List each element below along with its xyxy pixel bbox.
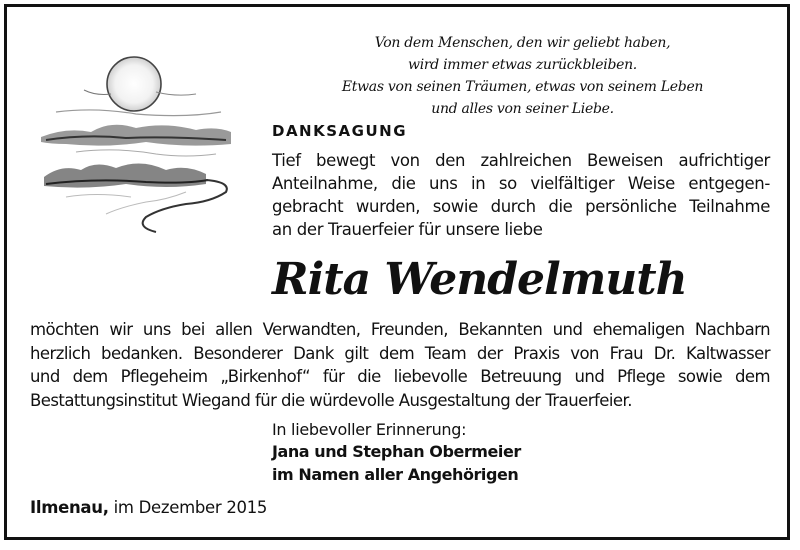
thanks-line: möchten wir uns bei allen Verwandten, Freunden, Bekannten und ehemaligen Nachbarn [30, 320, 770, 339]
memorial-poem [340, 32, 705, 120]
deceased-name: Rita Wendelmuth [272, 254, 687, 305]
signers-relation: im Namen aller Angehörigen [272, 465, 519, 484]
signers-block [272, 440, 521, 486]
place-date [30, 496, 267, 519]
poem-line: Etwas von seinen Träumen, etwas von seinem Leben [341, 79, 704, 95]
poem-line: und alles von seiner Liebe. [431, 101, 614, 117]
intro-line: an der Trauerfeier für unsere liebe [272, 220, 543, 239]
poem-line: wird immer etwas zurückbleiben. [408, 57, 637, 73]
intro-line: gebracht wurden, sowie durch die persönliche Teilnahme [272, 197, 770, 216]
poem-line: Von dem Menschen, den wir geliebt haben, [374, 35, 671, 51]
intro-line: Tief bewegt von den zahlreichen Beweisen aufrichtiger [272, 151, 770, 170]
place-city: Ilmenau, [30, 498, 109, 517]
signers-names: Jana und Stephan Obermeier [272, 442, 521, 461]
thanks-line: und dem Pflegeheim „Birkenhof“ für die liebevolle Betreuung und Pflege sowie dem [30, 367, 770, 386]
thanks-line: Bestattungsinstitut Wiegand für die würdevolle Ausgestaltung der Trauerfeier. [30, 390, 632, 410]
intro-line: Anteilnahme, die uns in so vielfältiger Weise entgegen- [272, 174, 770, 193]
moon-over-landscape-icon [36, 52, 236, 237]
thanks-line: herzlich bedanken. Besonderer Dank gilt dem Team der Praxis von Frau Dr. Kaltwasser [30, 343, 770, 363]
notice-heading: DANKSAGUNG [272, 122, 408, 140]
thanks-paragraph [30, 318, 770, 412]
intro-paragraph [272, 149, 770, 241]
notice-date: im Dezember 2015 [108, 498, 268, 517]
memory-line: In liebevoller Erinnerung: [272, 420, 467, 439]
